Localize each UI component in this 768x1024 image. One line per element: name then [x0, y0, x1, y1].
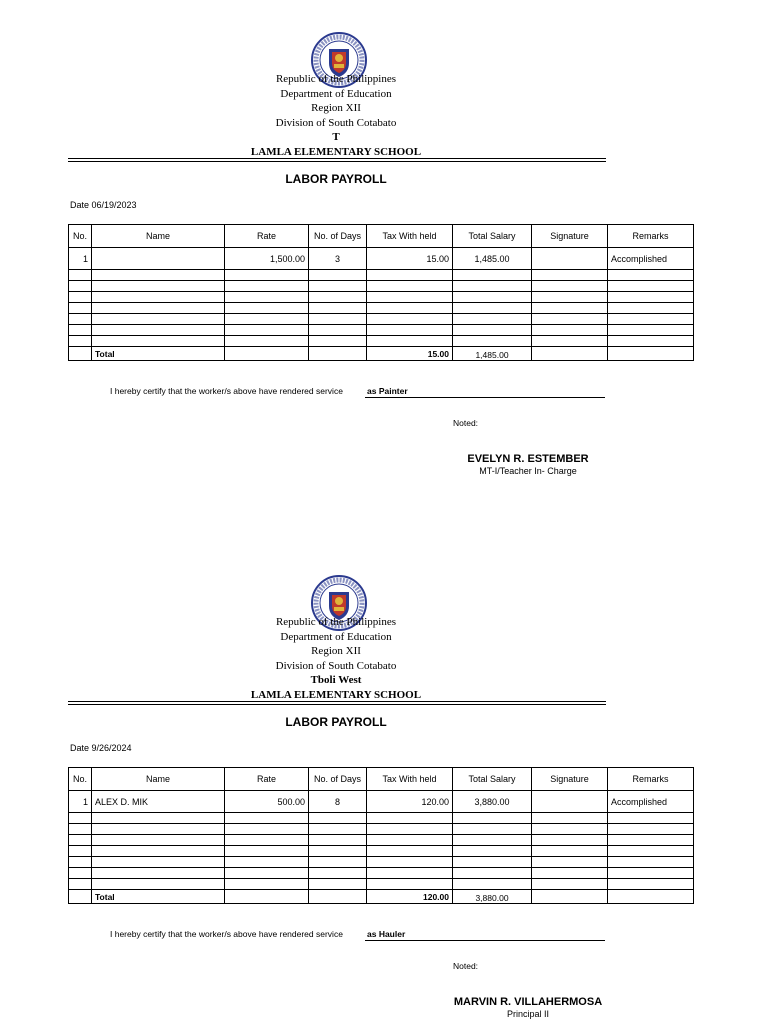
row-signature: [532, 248, 608, 270]
header-department: Department of Education: [280, 88, 392, 100]
header-region: Region XII: [311, 102, 361, 114]
total-label: Total: [92, 347, 225, 361]
payroll-date: Date 9/26/2024: [70, 743, 132, 753]
table-row: [69, 281, 694, 292]
header-divider: [68, 701, 606, 702]
service-underline: [365, 397, 605, 398]
total-tax: 15.00: [367, 347, 453, 361]
column-header: Remarks: [608, 225, 694, 248]
header-school: LAMLA ELEMENTARY SCHOOL: [250, 146, 422, 158]
header-division: Division of South Cotabato: [275, 660, 397, 672]
column-header: Tax With held: [367, 225, 453, 248]
payroll-date: Date 06/19/2023: [70, 200, 137, 210]
table-row: [69, 835, 694, 846]
column-header: Signature: [532, 768, 608, 791]
certification-text: I hereby certify that the worker/s above have rendered service: [110, 929, 343, 939]
signer-name: EVELYN R. ESTEMBER: [467, 453, 589, 465]
payroll-table: [68, 224, 694, 361]
column-header: No. of Days: [309, 768, 367, 791]
row-name: [92, 248, 225, 270]
total-salary: 3,880.00: [453, 890, 532, 904]
column-header: Remarks: [608, 768, 694, 791]
total-row: [69, 890, 694, 904]
total-salary: 1,485.00: [453, 347, 532, 361]
row-signature: [532, 791, 608, 813]
column-header: Rate: [225, 225, 309, 248]
header-district: T: [332, 131, 340, 143]
header-divider: [68, 704, 606, 705]
row-tax: 120.00: [367, 791, 453, 813]
table-row: [69, 248, 694, 270]
header-divider: [68, 158, 606, 159]
column-header: Total Salary: [453, 225, 532, 248]
service-rendered: as Painter: [367, 386, 408, 396]
column-header: Signature: [532, 225, 608, 248]
column-header: Name: [92, 768, 225, 791]
table-row: [69, 868, 694, 879]
noted-label: Noted:: [453, 418, 479, 428]
header-republic: Republic of the Philippines: [275, 616, 397, 628]
column-header: Tax With held: [367, 768, 453, 791]
table-row: [69, 292, 694, 303]
payroll-table: [68, 767, 694, 904]
header-divider: [68, 161, 606, 162]
table-row: [69, 813, 694, 824]
table-row: [69, 314, 694, 325]
column-header: No. of Days: [309, 225, 367, 248]
column-header: Name: [92, 225, 225, 248]
table-row: [69, 325, 694, 336]
table-row: [69, 857, 694, 868]
signer-name: MARVIN R. VILLAHERMOSA: [453, 996, 603, 1008]
certification-text: I hereby certify that the worker/s above have rendered service: [110, 386, 343, 396]
column-header: Total Salary: [453, 768, 532, 791]
row-name: ALEX D. MIK: [92, 791, 225, 813]
row-number: 1: [69, 791, 92, 813]
table-row: [69, 879, 694, 890]
header-republic: Republic of the Philippines: [275, 73, 397, 85]
header-region: Region XII: [311, 645, 361, 657]
service-rendered: as Hauler: [367, 929, 406, 939]
header-school: LAMLA ELEMENTARY SCHOOL: [250, 689, 422, 701]
payroll-title: LABOR PAYROLL: [285, 172, 387, 186]
row-number: 1: [69, 248, 92, 270]
column-header: No.: [69, 768, 92, 791]
total-row: [69, 347, 694, 361]
header-division: Division of South Cotabato: [275, 117, 397, 129]
row-remarks: Accomplished: [608, 791, 694, 813]
column-header: No.: [69, 225, 92, 248]
payroll-title: LABOR PAYROLL: [285, 715, 387, 729]
table-row: [69, 846, 694, 857]
table-row: [69, 336, 694, 347]
column-header: Rate: [225, 768, 309, 791]
total-tax: 120.00: [367, 890, 453, 904]
table-row: [69, 303, 694, 314]
header-department: Department of Education: [280, 631, 392, 643]
header-district: Tboli West: [310, 674, 362, 686]
row-tax: 15.00: [367, 248, 453, 270]
noted-label: Noted:: [453, 961, 479, 971]
row-remarks: Accomplished: [608, 248, 694, 270]
table-row: [69, 791, 694, 813]
row-rate: 500.00: [225, 791, 309, 813]
table-row: [69, 270, 694, 281]
row-rate: 1,500.00: [225, 248, 309, 270]
table-row: [69, 824, 694, 835]
service-underline: [365, 940, 605, 941]
row-total-salary: 1,485.00: [453, 248, 532, 270]
signer-title: MT-I/Teacher In- Charge: [479, 466, 577, 476]
row-days: 3: [309, 248, 367, 270]
row-days: 8: [309, 791, 367, 813]
total-label: Total: [92, 890, 225, 904]
signer-title: Principal II: [506, 1009, 550, 1019]
row-total-salary: 3,880.00: [453, 791, 532, 813]
